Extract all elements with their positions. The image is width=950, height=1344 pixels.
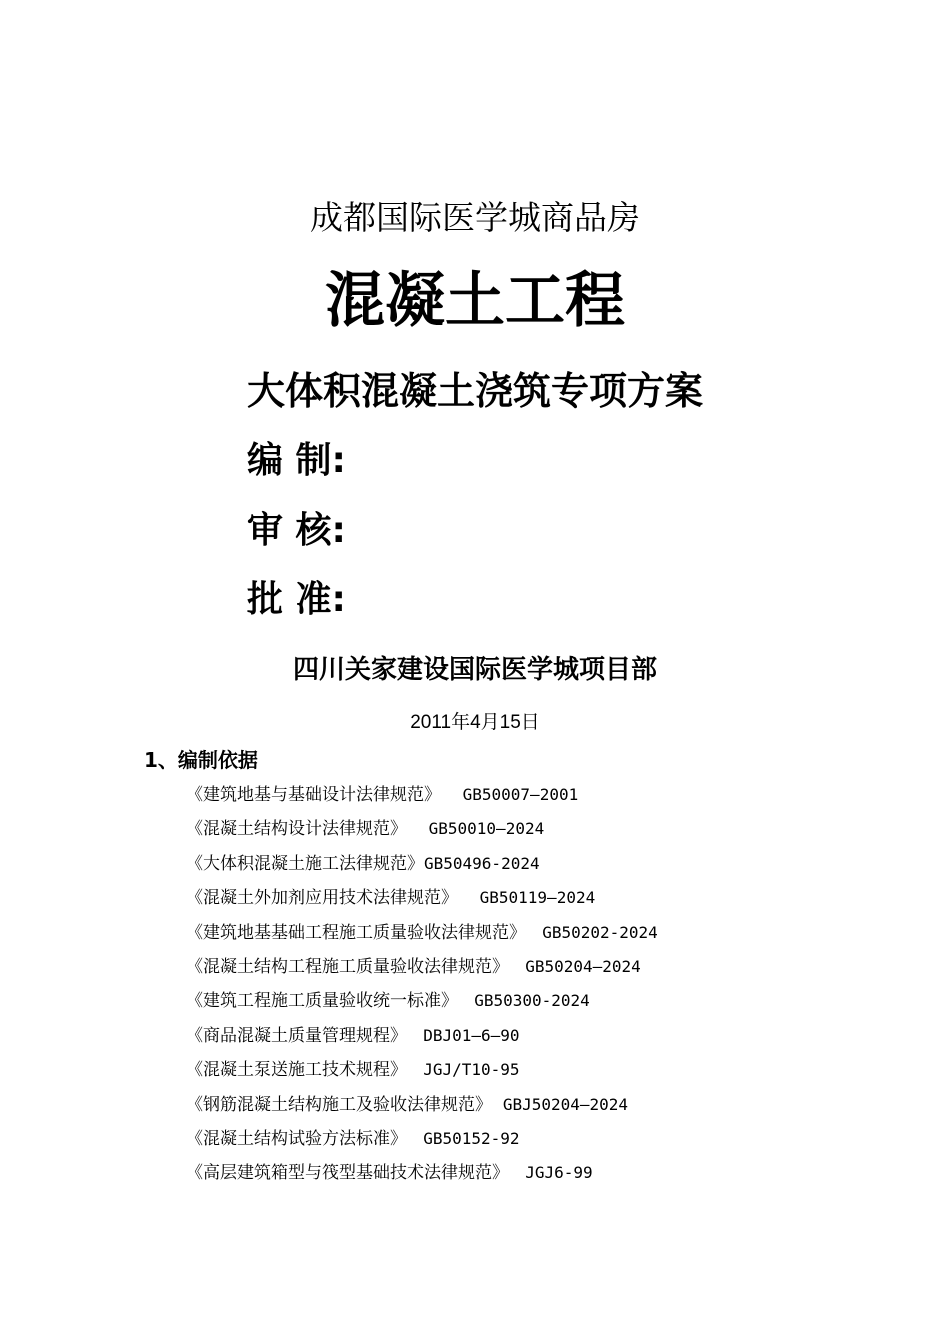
reference-code: GB50202-2024 [542,922,658,942]
reference-code: GB50007—2001 [462,785,579,804]
reference-code: GB50496-2024 [424,853,540,873]
reference-list [186,780,658,1193]
sign-field-reviewer: 审 核: [247,510,346,551]
list-item [186,1158,658,1192]
reference-name: 《混凝土结构试验方法标准》 [186,1128,407,1149]
reference-name: 《钢筋混凝土结构施工及验收法律规范》 [186,1094,492,1115]
reference-name: 《商品混凝土质量管理规程》 [186,1025,407,1046]
reference-code: GB50152-92 [423,1128,520,1148]
reference-code: GB50119—2024 [479,888,596,908]
list-item [186,952,658,986]
list-item [186,780,658,814]
reference-code: GB50300-2024 [474,991,590,1011]
reference-name: 《建筑地基与基础设计法律规范》 [186,785,441,805]
project-name: 成都国际医学城商品房 [310,198,640,237]
reference-name: 《建筑工程施工质量验收统一标准》 [186,991,458,1012]
reference-name: 《建筑地基基础工程施工质量验收法律规范》 [186,922,526,943]
reference-name: 《混凝土外加剂应用技术法律规范》 [186,888,458,909]
sub-title: 大体积混凝土浇筑专项方案 [246,369,703,413]
reference-code: GB50010—2024 [428,819,545,839]
list-item [186,1124,658,1158]
reference-name: 《大体积混凝土施工法律规范》 [186,853,424,874]
list-item [186,918,658,952]
sign-field-compiler: 编 制: [247,440,346,481]
list-item [186,986,658,1020]
reference-code: JGJ/T10-95 [423,1060,520,1080]
list-item [186,1055,658,1089]
document-date: 2011年4月15日 [410,712,540,733]
main-title: 混凝土工程 [325,266,625,336]
reference-code: GBJ50204—2024 [502,1094,629,1114]
list-item [186,883,658,917]
reference-name: 《混凝土结构工程施工质量验收法律规范》 [186,956,509,977]
list-item [186,814,658,848]
reference-name: 《混凝土泵送施工技术规程》 [186,1060,407,1081]
list-item [186,849,658,883]
section-heading: 1、编制依据 [144,748,258,772]
reference-code: GB50204—2024 [525,956,641,976]
reference-code: DBJ01—6—90 [423,1025,520,1045]
reference-name: 《高层建筑箱型与筏型基础技术法律规范》 [186,1163,509,1184]
reference-code: JGJ6-99 [525,1163,593,1183]
sign-field-approver: 批 准: [247,579,346,620]
organization: 四川关家建设国际医学城项目部 [292,655,657,685]
list-item [186,1090,658,1124]
list-item [186,1021,658,1055]
reference-name: 《混凝土结构设计法律规范》 [186,819,407,840]
